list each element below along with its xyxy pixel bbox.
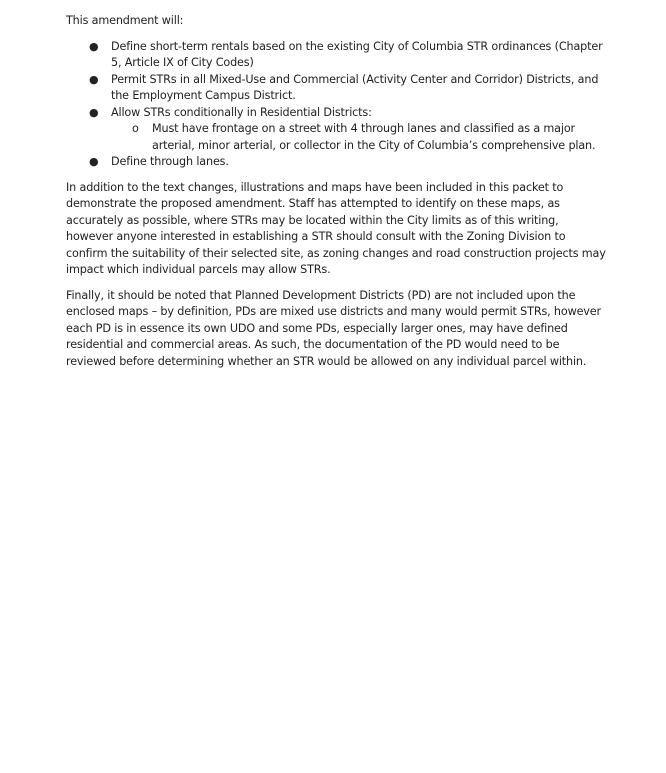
paragraph-maps: In addition to the text changes, illustrations and maps have been included in this packet to demonstrate the proposed amendment. Staff has attempted to identify on these maps, as accurately as possible, where STRs may be located within the City limits as of this writing, however anyone interested in establishing a STR should consult with the Zoning Division to confirm the suitability of their selected site, as zoning changes and road construction projects may impact which individual parcels may allow STRs. (66, 180, 606, 276)
bullet-icon: ● (89, 155, 99, 168)
list-item (66, 105, 606, 155)
circle-bullet-icon: o (132, 122, 139, 135)
list-item-text: Permit STRs in all Mixed-Use and Commercial (Activity Center and Corridor) Districts, and the Employment Campus District. (111, 72, 599, 102)
list-item (66, 72, 606, 105)
list-item-text: Allow STRs conditionally in Residential Districts: (111, 105, 372, 119)
document-page (66, 13, 606, 379)
list-item-text: Define through lanes. (111, 155, 229, 168)
paragraph-pd: Finally, it should be noted that Planned Development Districts (PD) are not included upon the enclosed maps – by definition, PDs are mixed use districts and many would permit STRs, however each PD is in essence its own UDO and some PDs, especially larger ones, may have defined residential and commercial areas. As such, the documentation of the PD would need to be reviewed before determining whether an STR would be allowed on any individual parcel within. (66, 288, 601, 368)
sub-list-item-text: Must have frontage on a street with 4 through lanes and classified as a major arterial, minor arterial, or collector in the City of Columbia’s comprehensive plan. (152, 122, 596, 152)
bullet-icon: ● (89, 72, 99, 86)
bullet-icon: ● (89, 39, 99, 53)
list-item (66, 154, 606, 171)
list-item-text: Define short-term rentals based on the existing City of Columbia STR ordinances (Chapter 5, Article IX of City Codes) (111, 39, 603, 69)
sub-list (111, 121, 606, 154)
list-item (66, 39, 606, 72)
intro-text: This amendment will: (66, 14, 184, 27)
bullet-icon: ● (89, 105, 99, 119)
sub-list-item (111, 121, 606, 154)
amendment-list (66, 39, 606, 171)
